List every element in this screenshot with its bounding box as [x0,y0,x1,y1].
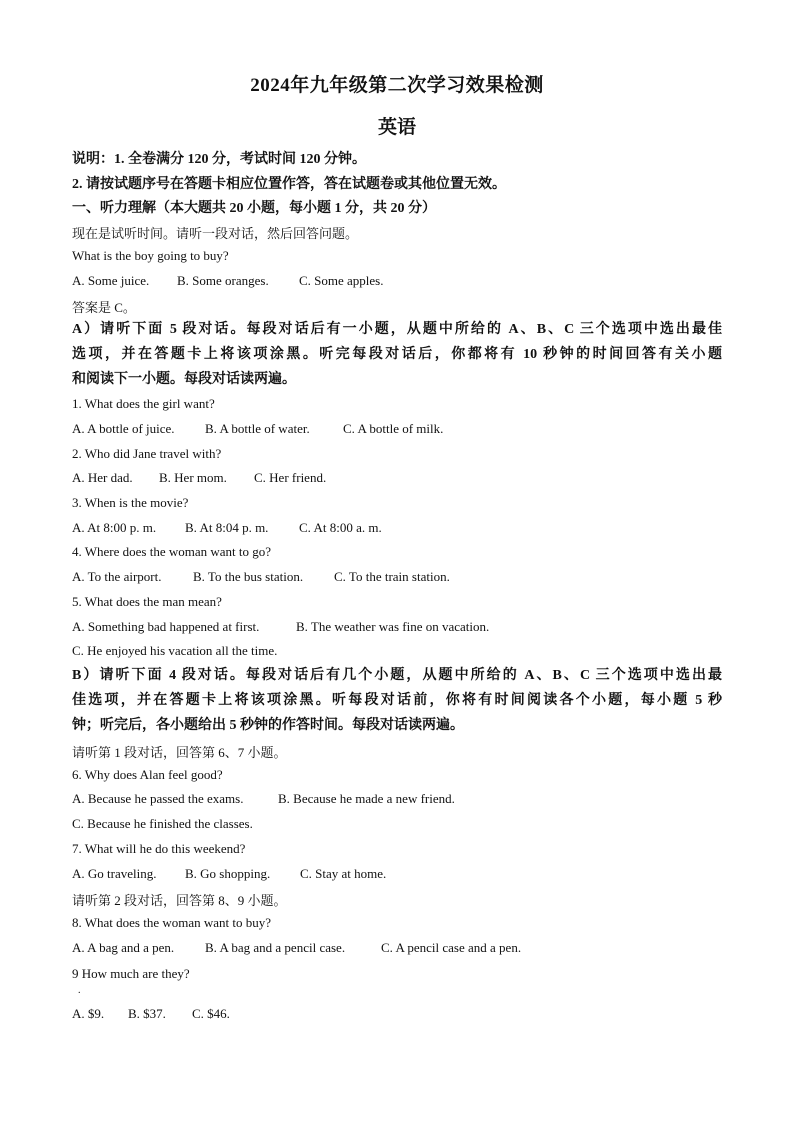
question-6: 6. Why does Alan feel good? [72,767,223,782]
part-a-row: A）请听下面 5 段对话。每段对话后有一小题，从题中所给的 A、B、C 三个选项中选出最佳 [72,322,722,337]
q3-option-a: A. At 8:00 p. m. [72,520,157,535]
trial-question: What is the boy going to buy? [72,248,229,263]
trial-option-c: C. Some apples. [299,273,384,288]
question-3: 3. When is the movie? [72,495,189,510]
q5-option-a: A. Something bad happened at first. [72,619,260,634]
question-9: 9 How much are they? [72,966,190,981]
part-b-row: 钟；听完后，各小题给出 5 秒钟的作答时间。每段对话读两遍。 [72,718,464,733]
question-5: 5. What does the man mean? [72,594,222,609]
q2-option-a: A. Her dad. [72,470,133,485]
q3-option-c: C. At 8:00 a. m. [299,520,382,535]
trial-intro: 现在是试听时间。请听一段对话，然后回答问题。 [72,226,359,241]
q7-option-a: A. Go traveling. [72,866,157,881]
q2-option-c: C. Her friend. [254,470,327,485]
question-4: 4. Where does the woman want to go? [72,544,272,559]
dialog-1-intro: 请听第 1 段对话，回答第 6、7 小题。 [72,745,287,760]
trial-option-b: B. Some oranges. [177,273,269,288]
q6-option-a: A. Because he passed the exams. [72,791,244,806]
q4-option-a: A. To the airport. [72,569,162,584]
q8-option-a: A. A bag and a pen. [72,940,175,955]
subject-title: 英语 [377,117,416,138]
q9-option-b: B. $37. [128,1006,166,1021]
q4-option-c: C. To the train station. [334,569,450,584]
part-a-row: 和阅读下一小题。每段对话读两遍。 [72,372,296,387]
question-7: 7. What will he do this weekend? [72,841,246,856]
part-b-row: B）请听下面 4 段对话。每段对话后有几个小题，从题中所给的 A、B、C 三个选项中选出最 [72,668,722,683]
part-b-row: 佳选项，并在答题卡上将该项涂黑。听每段对话前，你将有时间阅读各个小题，每小题 5 秒 [72,693,722,708]
q1-option-c: C. A bottle of milk. [343,421,444,436]
q6-option-c: C. Because he finished the classes. [72,816,253,831]
q9-option-a: A. $9. [72,1006,105,1021]
part-b-instructions [72,663,722,738]
q1-option-b: B. A bottle of water. [205,421,310,436]
q8-option-c: C. A pencil case and a pen. [381,940,522,955]
section-heading: 一、听力理解（本大题共 20 小题，每小题 1 分，共 20 分） [72,201,436,216]
question-9-dot: . [78,985,81,996]
question-2: 2. Who did Jane travel with? [72,446,222,461]
q1-option-a: A. A bottle of juice. [72,421,175,436]
instruction-line-1: 说明：1. 全卷满分 120 分，考试时间 120 分钟。 [72,152,366,167]
trial-option-a: A. Some juice. [72,273,150,288]
question-1: 1. What does the girl want? [72,396,215,411]
dialog-2-intro: 请听第 2 段对话，回答第 8、9 小题。 [72,893,287,908]
q3-option-b: B. At 8:04 p. m. [185,520,269,535]
q4-option-b: B. To the bus station. [193,569,304,584]
exam-title: 2024年九年级第二次学习效果检测 [250,75,544,96]
q5-option-c: C. He enjoyed his vacation all the time. [72,643,278,658]
q7-option-c: C. Stay at home. [300,866,387,881]
q8-option-b: B. A bag and a pencil case. [205,940,346,955]
instruction-line-2: 2. 请按试题序号在答题卡相应位置作答，答在试题卷或其他位置无效。 [72,177,506,192]
q5-option-b: B. The weather was fine on vacation. [296,619,490,634]
trial-answer: 答案是 C。 [72,300,136,315]
part-a-instructions [72,317,722,392]
q7-option-b: B. Go shopping. [185,866,271,881]
question-8: 8. What does the woman want to buy? [72,915,272,930]
q9-option-c: C. $46. [192,1006,230,1021]
q6-option-b: B. Because he made a new friend. [278,791,455,806]
q2-option-b: B. Her mom. [159,470,227,485]
part-a-row: 选项，并在答题卡上将该项涂黑。听完每段对话后，你都将有 10 秒钟的时间回答有关小题 [72,347,722,362]
